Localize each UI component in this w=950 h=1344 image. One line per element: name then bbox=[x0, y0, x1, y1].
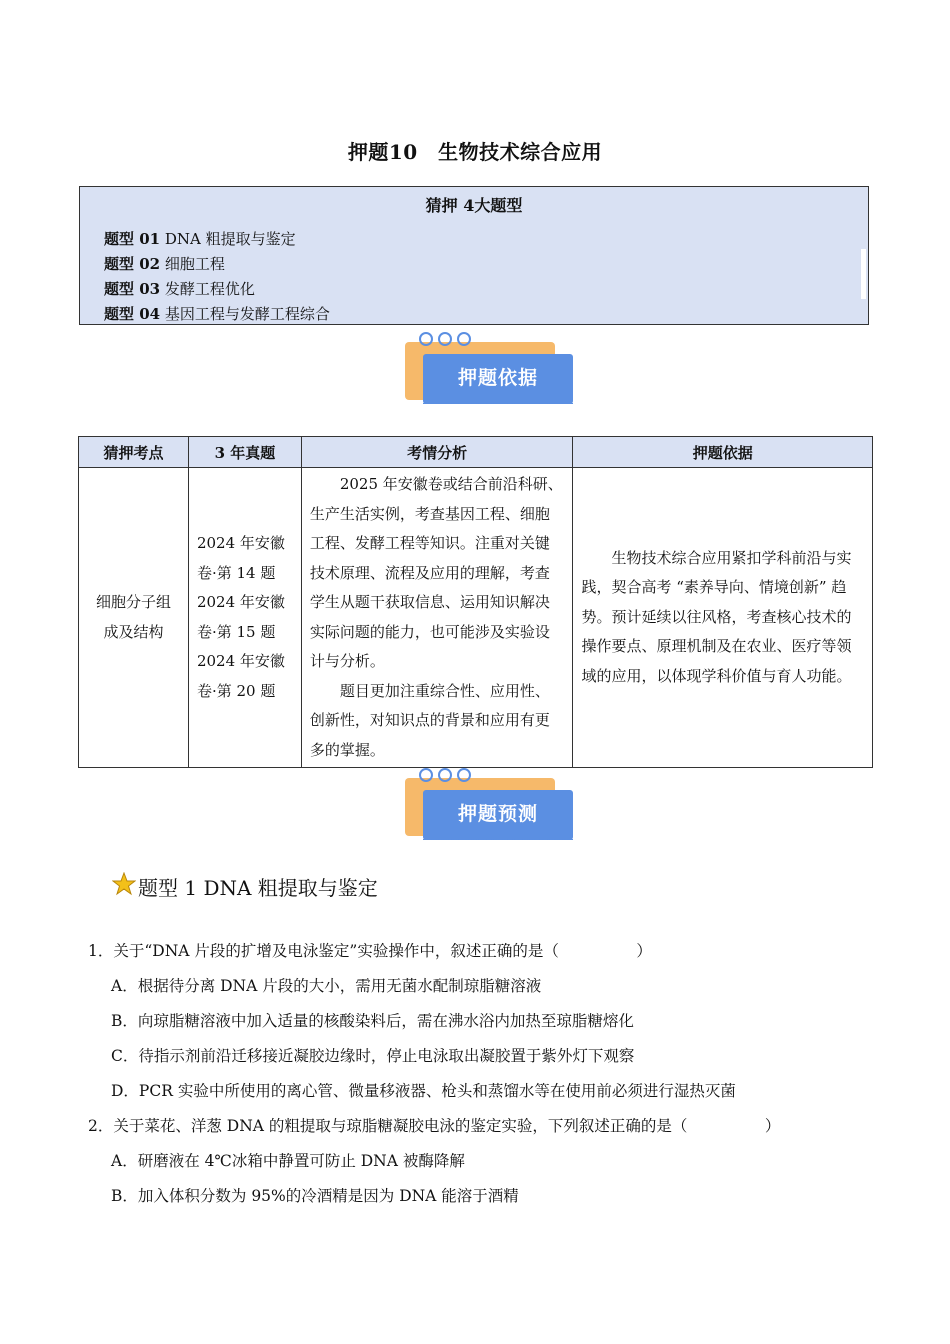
type-label: 题型 04 bbox=[104, 305, 161, 323]
margin-mark bbox=[861, 249, 866, 299]
types-list bbox=[104, 227, 330, 327]
question-1-option-c: C．待指示剂前沿迁移接近凝胶边缘时，停止电泳取出凝胶置于紫外灯下观察 bbox=[111, 1047, 635, 1065]
type-text: 基因工程与发酵工程综合 bbox=[164, 305, 330, 323]
exam-info-table bbox=[78, 436, 873, 768]
table-header: 考情分析 bbox=[301, 437, 573, 468]
question-1-stem: 1．关于“DNA 片段的扩增及电泳鉴定”实验操作中，叙述正确的是（ ） bbox=[88, 942, 652, 960]
type-label: 题型 03 bbox=[104, 280, 161, 298]
document-title: 押题10 生物技术综合应用 bbox=[347, 140, 603, 164]
type-text: DNA 粗提取与鉴定 bbox=[164, 230, 296, 248]
exams-cell bbox=[188, 468, 301, 768]
type-text: 细胞工程 bbox=[164, 255, 225, 273]
badge-label: 押题依据 bbox=[423, 354, 573, 404]
question-2-stem: 2．关于菜花、洋葱 DNA 的粗提取与琼脂糖凝胶电泳的鉴定实验，下列叙述正确的是（ ） bbox=[88, 1117, 781, 1135]
badge-dash-line bbox=[423, 403, 573, 404]
topic-cell bbox=[79, 468, 189, 768]
type-label: 题型 01 bbox=[104, 230, 161, 248]
type-item-4 bbox=[104, 302, 330, 327]
binder-rings-icon bbox=[417, 766, 477, 784]
type-text: 发酵工程优化 bbox=[164, 280, 255, 298]
analysis-paragraph: 2025 年安徽卷或结合前沿科研、生产生活实例，考查基因工程、细胞工程、发酵工程等知识。注重对关键技术原理、流程及应用的理解，考查学生从题干获取信息、运用知识解决实际问题的能力，也可能涉及实验设计与分析。 bbox=[309, 475, 563, 670]
star-icon bbox=[112, 872, 136, 896]
question-1-option-b: B．向琼脂糖溶液中加入适量的核酸染料后，需在沸水浴内加热至琼脂糖熔化 bbox=[111, 1012, 634, 1030]
exam-item: 2024 年安徽卷·第 14 题 bbox=[196, 534, 285, 582]
topic-text: 细胞分子组成及结构 bbox=[95, 593, 171, 641]
table-header: 3 年真题 bbox=[188, 437, 301, 468]
question-types-box bbox=[79, 186, 869, 325]
question-2-option-b: B．加入体积分数为 95%的冷酒精是因为 DNA 能溶于酒精 bbox=[111, 1187, 519, 1205]
table-header: 押题依据 bbox=[573, 437, 873, 468]
section-heading-text: 题型 1 DNA 粗提取与鉴定 bbox=[138, 876, 378, 900]
exam-item: 2024 年安徽卷·第 20 题 bbox=[196, 652, 285, 700]
badge-label: 押题预测 bbox=[423, 790, 573, 840]
table-row bbox=[79, 468, 873, 768]
basis-paragraph: 生物技术综合应用紧扣学科前沿与实践，契合高考 “素养导向、情境创新” 趋势。预计延续以往风格，考查核心技术的操作要点、原理机制及在农业、医疗等领域的应用，以体现学科价值与育人功能。 bbox=[581, 548, 852, 685]
basis-badge bbox=[405, 332, 577, 414]
section-heading bbox=[112, 872, 378, 901]
binder-rings-icon bbox=[417, 330, 477, 348]
type-label: 题型 02 bbox=[104, 255, 161, 273]
exam-item: 2024 年安徽卷·第 15 题 bbox=[196, 593, 285, 641]
analysis-paragraph: 题目更加注重综合性、应用性、创新性，对知识点的背景和应用有更多的掌握。 bbox=[309, 681, 550, 759]
types-box-heading: 猜押 4大题型 bbox=[425, 196, 523, 215]
analysis-cell bbox=[301, 468, 573, 768]
badge-dash-line bbox=[423, 839, 573, 840]
type-item-1 bbox=[104, 227, 330, 252]
table-header-row bbox=[79, 437, 873, 468]
basis-cell bbox=[573, 468, 873, 768]
type-item-2 bbox=[104, 252, 330, 277]
question-1-option-d: D．PCR 实验中所使用的离心管、微量移液器、枪头和蒸馏水等在使用前必须进行湿热灭菌 bbox=[111, 1082, 736, 1100]
forecast-badge bbox=[405, 768, 577, 850]
table-header: 猜押考点 bbox=[79, 437, 189, 468]
question-2-option-a: A．研磨液在 4℃冰箱中静置可防止 DNA 被酶降解 bbox=[111, 1152, 465, 1170]
question-1-option-a: A．根据待分离 DNA 片段的大小，需用无菌水配制琼脂糖溶液 bbox=[111, 977, 542, 995]
type-item-3 bbox=[104, 277, 330, 302]
